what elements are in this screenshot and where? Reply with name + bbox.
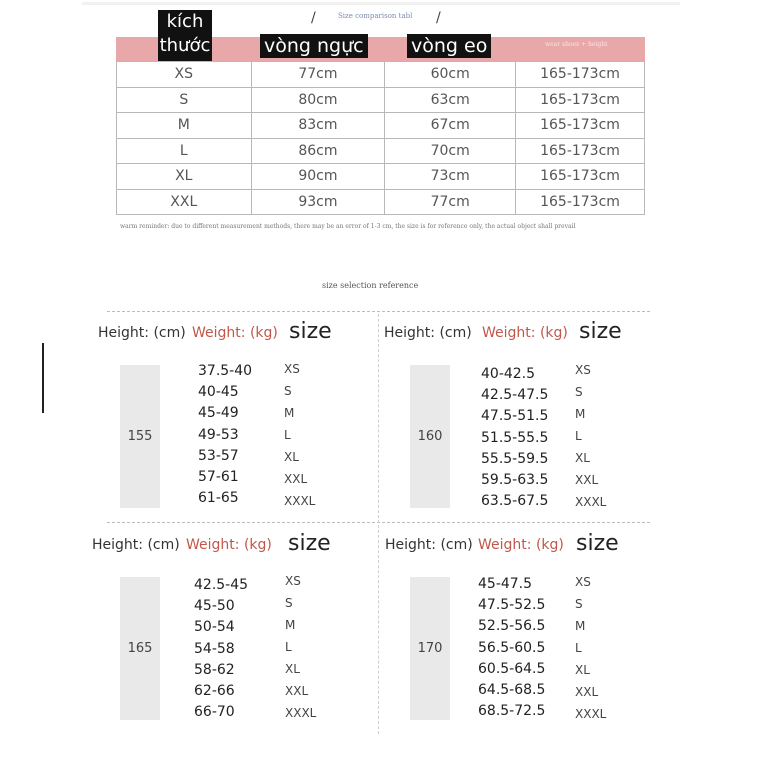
weight-range: 40-45 — [198, 384, 239, 401]
size-code: XXL — [284, 472, 308, 486]
height-value: 165 — [127, 641, 153, 656]
size-code: XL — [284, 450, 299, 464]
size-code: XXL — [575, 473, 599, 487]
size-code: XXXL — [575, 495, 607, 509]
height-value: 155 — [127, 429, 153, 444]
table-cell: M — [117, 113, 252, 139]
height-box — [120, 577, 160, 720]
slash-mark: / — [311, 10, 316, 26]
size-code: XXL — [575, 685, 599, 699]
weight-range: 59.5-63.5 — [481, 472, 549, 488]
table-cell: 70cm — [385, 138, 516, 164]
height-box — [120, 365, 160, 508]
table-row — [117, 164, 645, 190]
table-cell: 165-173cm — [516, 164, 645, 190]
table-cell: 67cm — [385, 113, 516, 139]
size-code: S — [284, 384, 292, 398]
weight-range: 40-42.5 — [481, 366, 536, 382]
divider — [107, 311, 650, 312]
table-cell: 90cm — [251, 164, 385, 190]
size-code: XS — [284, 362, 300, 376]
height-box — [410, 365, 450, 508]
header-size: kích thước — [158, 10, 212, 62]
table-cell: 165-173cm — [516, 189, 645, 215]
table-cell: 77cm — [251, 62, 385, 88]
weight-label: Weight: (kg) — [186, 537, 272, 553]
weight-range: 42.5-45 — [194, 577, 249, 593]
table-cell: 80cm — [251, 87, 385, 113]
size-code: M — [285, 618, 296, 632]
weight-range: 63.5-67.5 — [481, 493, 549, 510]
header-waist: vòng eo — [407, 34, 491, 58]
table-cell: 73cm — [385, 164, 516, 190]
weight-range: 57-61 — [198, 469, 239, 485]
table-cell: 165-173cm — [516, 62, 645, 88]
size-code: M — [575, 619, 586, 633]
weight-range: 42.5-47.5 — [481, 387, 549, 404]
size-code: S — [575, 385, 583, 399]
weight-range: 62-66 — [194, 683, 235, 699]
table-cell: 77cm — [385, 189, 516, 215]
weight-range: 56.5-60.5 — [478, 639, 546, 656]
weight-label: Weight: (kg) — [482, 325, 568, 341]
weight-range: 47.5-52.5 — [478, 597, 546, 614]
weight-range: 47.5-51.5 — [481, 408, 549, 425]
size-code: L — [285, 640, 292, 654]
size-label: size — [579, 319, 622, 344]
weight-range: 55.5-59.5 — [481, 450, 549, 467]
size-code: L — [575, 429, 582, 443]
weight-range: 45-50 — [194, 598, 235, 615]
weight-range: 58-62 — [194, 661, 235, 678]
size-code: M — [575, 407, 586, 421]
table-row — [117, 138, 645, 164]
weight-range: 53-57 — [198, 447, 239, 464]
size-code: XXL — [285, 684, 309, 698]
height-box — [410, 577, 450, 720]
weight-range: 45-47.5 — [478, 576, 533, 592]
table-cell: L — [117, 138, 252, 164]
table-cell: 165-173cm — [516, 87, 645, 113]
reference-title: size selection reference — [322, 281, 419, 290]
size-code: M — [284, 406, 295, 420]
table-cell: S — [117, 87, 252, 113]
size-code: XL — [575, 663, 590, 677]
weight-range: 61-65 — [198, 490, 239, 507]
size-code: XXXL — [285, 706, 317, 720]
weight-range: 52.5-56.5 — [478, 618, 546, 635]
size-code: XS — [575, 575, 591, 589]
height-value: 160 — [417, 429, 443, 444]
weight-range: 60.5-64.5 — [478, 660, 546, 677]
table-title: Size comparison tabl — [338, 12, 413, 20]
size-code: XS — [285, 574, 301, 588]
weight-range: 54-58 — [194, 640, 235, 657]
size-code: L — [284, 428, 291, 442]
table-row — [117, 62, 645, 88]
table-cell: 63cm — [385, 87, 516, 113]
weight-range: 45-49 — [198, 405, 239, 422]
weight-range: 37.5-40 — [198, 363, 253, 379]
height-label: Height: (cm) — [385, 537, 473, 553]
size-code: L — [575, 641, 582, 655]
table-row — [117, 113, 645, 139]
height-label: Height: (cm) — [384, 325, 472, 341]
height-value: 170 — [417, 641, 443, 656]
weight-label: Weight: (kg) — [192, 325, 278, 341]
header-height: wear shoes + height — [545, 41, 608, 48]
size-label: size — [576, 531, 619, 556]
table-cell: XL — [117, 164, 252, 190]
weight-range: 64.5-68.5 — [478, 682, 546, 698]
table-cell: 83cm — [251, 113, 385, 139]
header-chest: vòng ngực — [260, 34, 368, 58]
size-code: S — [575, 597, 583, 611]
table-cell: 165-173cm — [516, 113, 645, 139]
top-divider — [82, 2, 680, 5]
table-cell: XS — [117, 62, 252, 88]
size-code: XXXL — [284, 494, 316, 508]
table-cell: 165-173cm — [516, 138, 645, 164]
size-code: S — [285, 596, 293, 610]
height-label: Height: (cm) — [98, 325, 186, 341]
table-row — [117, 189, 645, 215]
size-code: XL — [575, 451, 590, 465]
weight-range: 50-54 — [194, 619, 235, 636]
weight-label: Weight: (kg) — [478, 537, 564, 553]
table-cell: XXL — [117, 189, 252, 215]
text-cursor — [42, 343, 44, 413]
table-cell: 86cm — [251, 138, 385, 164]
size-code: XXXL — [575, 707, 607, 721]
table-cell: 93cm — [251, 189, 385, 215]
size-label: size — [288, 531, 331, 556]
table-row — [117, 87, 645, 113]
height-label: Height: (cm) — [92, 537, 180, 553]
weight-range: 49-53 — [198, 426, 239, 443]
table-cell: 60cm — [385, 62, 516, 88]
weight-range: 66-70 — [194, 704, 235, 721]
weight-range: 68.5-72.5 — [478, 703, 546, 720]
warm-reminder: warm reminder: due to different measurement methods, there may be an error of 1-3 cm, the size is for reference only, the actual object shall prevail — [120, 223, 576, 230]
weight-range: 51.5-55.5 — [481, 429, 549, 446]
size-table — [116, 61, 645, 215]
size-code: XS — [575, 363, 591, 377]
size-label: size — [289, 319, 332, 344]
divider — [378, 314, 379, 734]
size-code: XL — [285, 662, 300, 676]
slash-mark: / — [436, 10, 441, 26]
